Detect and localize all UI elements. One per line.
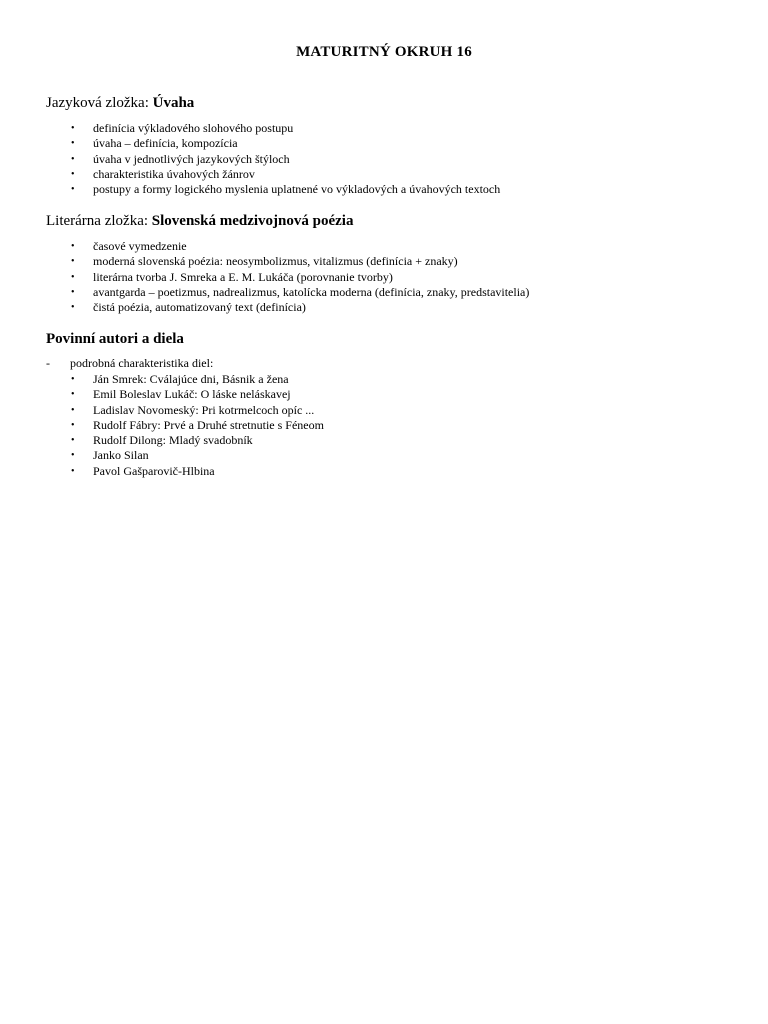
- bullet-icon: •: [71, 123, 75, 134]
- bullet-icon: •: [71, 389, 75, 401]
- list-item-text: moderná slovenská poézia: neosymbolizmus, vitalizmus (definícia + znaky): [93, 254, 458, 269]
- list-item-text: Emil Boleslav Lukáč: O láske neláskavej: [93, 387, 291, 402]
- list-item-text: Rudolf Dilong: Mladý svadobník: [93, 433, 253, 448]
- section-heading-jazykova: [46, 95, 194, 112]
- list-item-text: charakteristika úvahových žánrov: [93, 166, 255, 181]
- list-item-text: časové vymedzenie: [93, 239, 187, 253]
- dash-item-text: podrobná charakteristika diel:: [70, 356, 214, 370]
- list-item-text: čistá poézia, automatizovaný text (definícia): [93, 300, 306, 315]
- section-topic-jazykova: Úvaha: [152, 95, 195, 111]
- list-item-text: úvaha v jednotlivých jazykových štýloch: [93, 151, 290, 166]
- bullet-icon: •: [71, 435, 75, 447]
- list-item-text: Janko Silan: [93, 448, 149, 463]
- bullet-icon: •: [71, 184, 75, 196]
- list-item-text: úvaha – definícia, kompozícia: [93, 136, 238, 151]
- list-item-text: postupy a formy logického myslenia uplatnené vo výkladových a úvahových textoch: [93, 182, 501, 197]
- bullet-icon: •: [71, 419, 75, 431]
- bullet-icon: •: [71, 286, 75, 298]
- section-label-literarna: Literárna zložka:: [46, 213, 152, 229]
- bullet-icon: •: [71, 302, 75, 314]
- bullet-icon: •: [71, 241, 75, 252]
- bullet-icon: •: [71, 404, 75, 416]
- bullet-icon: •: [71, 271, 75, 283]
- list-item-text: Ján Smrek: Cválajúce dni, Básnik a žena: [93, 372, 289, 386]
- list-item-text: Rudolf Fábry: Prvé a Druhé stretnutie s Féneom: [93, 417, 324, 432]
- bullet-icon: •: [71, 256, 75, 268]
- list-item-text: Pavol Gašparovič-Hlbina: [93, 463, 215, 478]
- list-item-text: literárna tvorba J. Smreka a E. M. Lukáča (porovnanie tvorby): [93, 269, 393, 284]
- bullet-icon: •: [71, 138, 75, 150]
- bullet-icon: •: [71, 450, 75, 462]
- bullet-icon: •: [71, 168, 75, 180]
- section-heading-literarna: [46, 213, 353, 230]
- section-label-jazykova: Jazyková zložka:: [46, 95, 153, 111]
- list-item-text: Ladislav Novomeský: Pri kotrmelcoch opíc ...: [93, 402, 315, 417]
- dash-mark: -: [46, 356, 50, 370]
- bullet-icon: •: [71, 465, 75, 477]
- list-item-text: definícia výkladového slohového postupu: [93, 121, 294, 135]
- section-heading-povinni: Povinní autori a diela: [46, 331, 184, 347]
- section-topic-literarna: Slovenská medzivojnová poézia: [151, 213, 354, 229]
- bullet-icon: •: [71, 153, 75, 165]
- page-title: MATURITNÝ OKRUH 16: [296, 44, 472, 60]
- bullet-icon: •: [71, 374, 75, 385]
- list-item-text: avantgarda – poetizmus, nadrealizmus, katolícka moderna (definícia, znaky, predstavitelia): [93, 284, 530, 299]
